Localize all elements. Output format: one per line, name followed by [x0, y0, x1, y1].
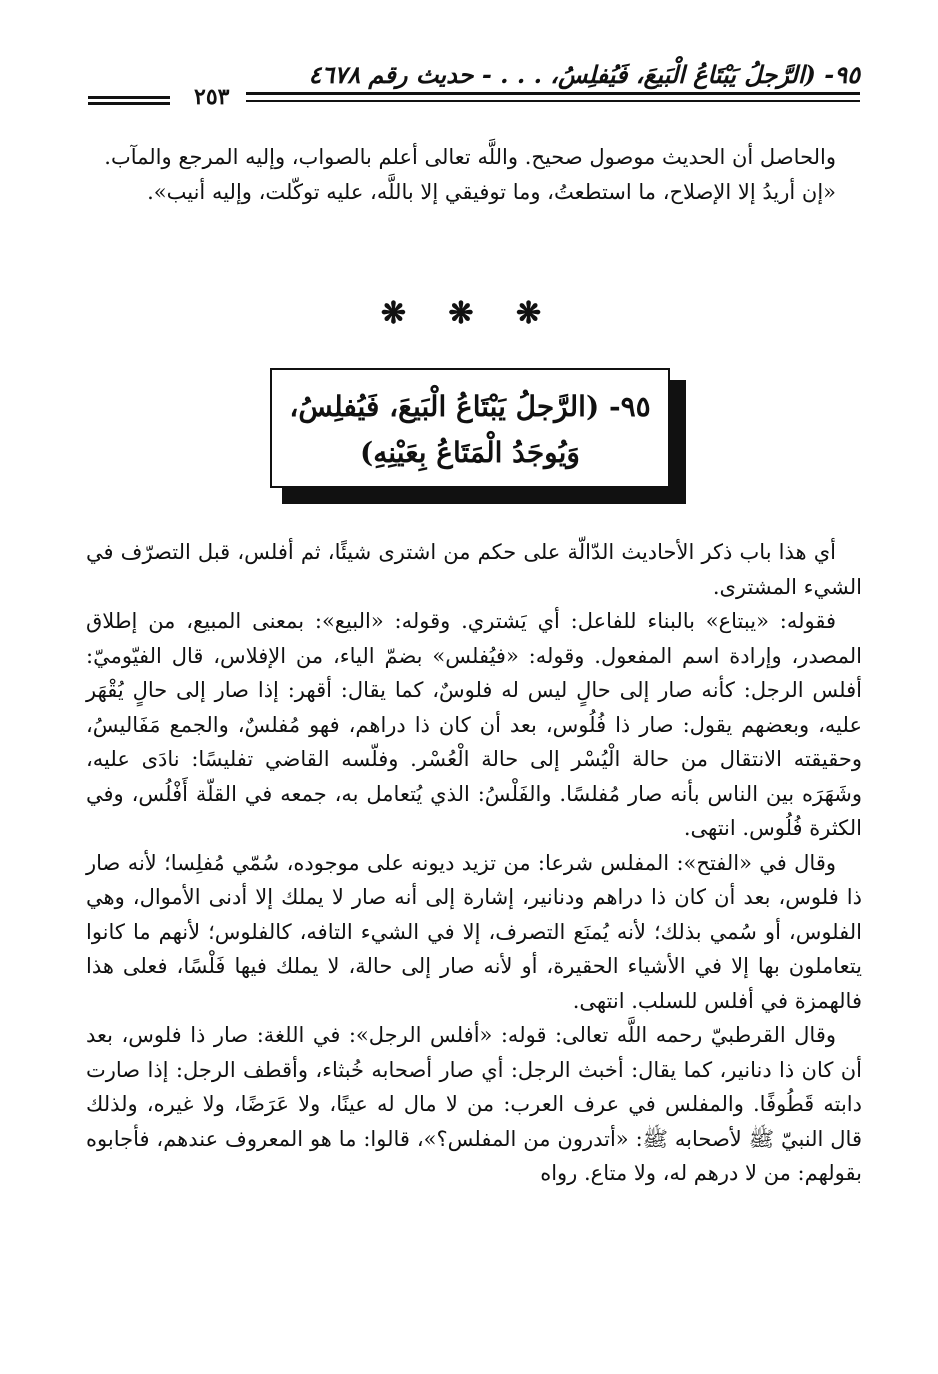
paragraph: أي هذا باب ذكر الأحاديث الدّالّة على حكم من اشترى شيئًا، ثم أفلس، قبل التصرّف في الشيء المشترى.	[86, 540, 862, 599]
paragraph: فقوله: «يبتاع» بالبناء للفاعل: أي يَشتري. وقوله: «البيع»: بمعنى المبيع، من إطلاق المصدر، وإرادة اسم المفعول. وقوله: «فيُفلس» بضمّ الياء، من الإفلاس، قال الفيّوميّ: أفلس الرجل: كأنه صار إلى حالٍ ليس له فلوسٌ، كما يقال: أقهر: إذا صار إلى حالٍ يُقْهَر عليه، وبعضهم يقول: صار ذا فُلُوس، بعد أن كان ذا دراهم، فهو مُفلسٌ، والجمع مَفَاليسُ، وحقيقته الانتقال من حالة الْيُسْر إلى حالة الْعُسْر. وفلّسه القاضي تفليسًا: نادَى عليه، وشَهَرَه بين الناس بأنه صار مُفلسًا. والفَلْسُ: الذي يُتعامل به، جمعه في القلّة أَفْلُس، وفي الكثرة فُلُوس. انتهى.	[86, 609, 862, 840]
header-rule-right-bottom	[246, 100, 860, 102]
page-number: ٢٥٣	[188, 84, 235, 110]
section-separator: ❋ ❋ ❋	[380, 296, 558, 331]
paragraph: وقال في «الفتح»: المفلس شرعا: من تزيد ديونه على موجوده، سُمّي مُفلِسا؛ لأنه صار ذا فلوس، بعد أن كان ذا دراهم ودنانير، إشارة إلى أنه صار لا يملك إلا أدنى الأموال، وهي الفلوس، أو سُمي بذلك؛ لأنه يُمنَع التصرف، إلا في الشيء التافه، كالفلوس؛ لأنهم ما كانوا يتعاملون بها إلا في الأشياء الحقيرة، أو لأنه صار إلى حالة، لا يملك فيها فَلْسًا، فعلى هذا فالهمزة في أفلس للسلب. انتهى.	[86, 850, 862, 1013]
running-header	[88, 52, 860, 112]
intro-paragraph: «إن أريدُ إلا الإصلاح، ما استطعتُ، وما توفيقي إلا باللَّه، عليه توكّلت، وإليه أنيب».	[147, 179, 836, 204]
paragraph: وقال القرطبيّ رحمه اللَّه تعالى: قوله: «أفلس الرجل»: في اللغة: صار ذا فلوس، بعد أن كان ذا دنانير، كما يقال: أخبث الرجل: أي صار أصحابه خُبثاء، وأقطف الرجل: إذا صارت دابته قَطُوفًا. والمفلس في عرف العرب: من لا مال له عينًا، ولا عَرَضًا، ولا غيره، ولذلك قال النبيّ ﷺ لأصحابه ﷺ: «أتدرون من المفلس؟»، قالوا: ما هو المعروف عندهم، فأجابوه بقولهم: من لا درهم له، ولا متاع. رواه	[86, 1023, 862, 1185]
header-rule-left-bottom	[88, 102, 170, 105]
chapter-title-line-1: ٩٥- (الرَّجلُ يَبْتَاعُ الْبَيعَ، فَيُفلِسُ،	[289, 390, 651, 423]
chapter-title-line-2: وَيُوجَدُ الْمَتَاعُ بِعَيْنِهِ)	[360, 436, 580, 469]
intro-text-block	[86, 140, 862, 209]
chapter-title-box	[270, 368, 670, 488]
header-title: ٩٥- (الرَّجلُ يَبْتَاعُ الْبَيعَ، فَيُفلِسُ، . . . - حديث رقم ٤٦٧٨	[308, 60, 860, 89]
intro-paragraph: والحاصل أن الحديث موصول صحيح. واللَّه تعالى أعلم بالصواب، وإليه المرجع والمآب.	[104, 145, 836, 169]
header-rule-left-top	[88, 96, 170, 99]
header-rule-right-top	[246, 92, 860, 95]
main-text-block	[86, 535, 862, 1191]
